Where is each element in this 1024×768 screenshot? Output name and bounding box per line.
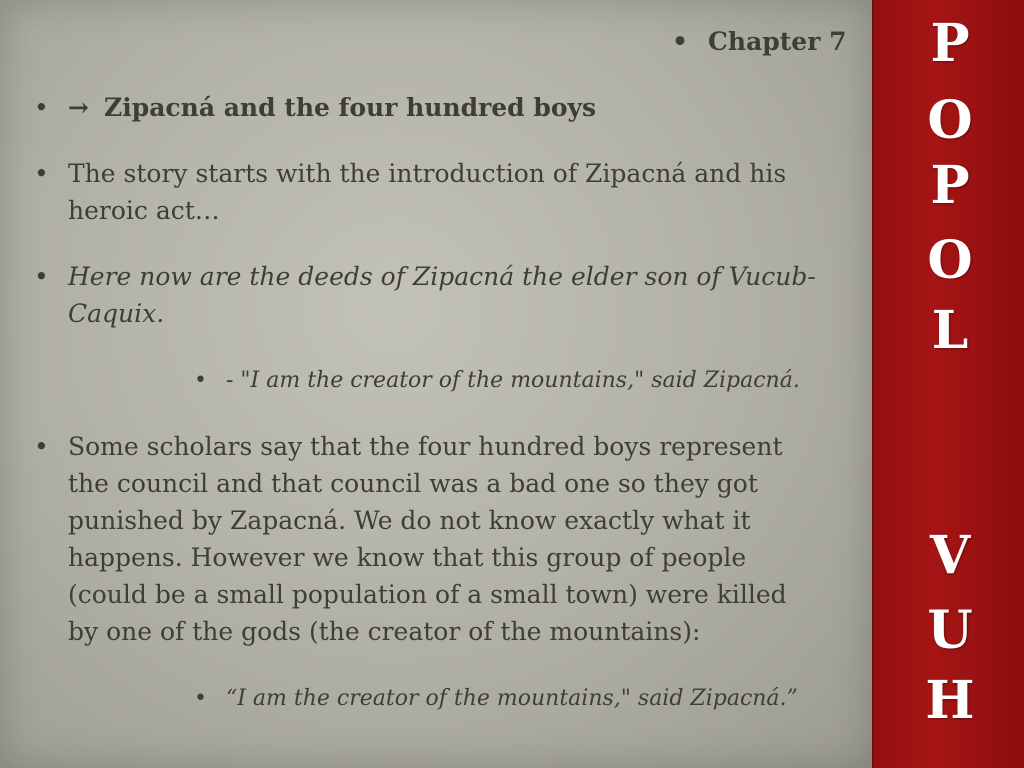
scholars-line: punished by Zapacná. We do not know exactly what it xyxy=(68,506,751,535)
bullet-dot: • xyxy=(672,27,688,56)
deeds-line-2: Caquix. xyxy=(68,299,165,328)
bullet-dot: • xyxy=(34,93,49,122)
scholars-line: the council and that council was a bad one so they got xyxy=(68,469,758,498)
deeds-line-1: Here now are the deeds of Zipacná the elder son of Vucub- xyxy=(68,262,816,291)
scholars-line: happens. However we know that this group of people xyxy=(68,543,747,572)
scholars-line: Some scholars say that the four hundred boys represent xyxy=(68,432,783,461)
sub-quote-1-text: - "I am the creator of the mountains," said Zipacná. xyxy=(226,368,800,393)
scholars-line: (could be a small population of a small town) were killed xyxy=(68,580,787,609)
sub-quote-2-text: “I am the creator of the mountains," said Zipacná.” xyxy=(226,686,798,711)
heading-arrow-icon: → xyxy=(68,93,89,122)
title-letter: O xyxy=(927,230,973,291)
title-letter: O xyxy=(927,90,973,151)
bullet-dot: • xyxy=(34,262,49,291)
intro-line-2: heroic act… xyxy=(68,196,220,225)
chapter-label: Chapter 7 xyxy=(708,27,847,56)
intro-line-1: The story starts with the introduction of Zipacná and his xyxy=(68,159,787,188)
bullet-dot: • xyxy=(34,159,49,188)
heading-text: Zipacná and the four hundred boys xyxy=(104,93,597,122)
title-letter: V xyxy=(929,525,971,586)
scholars-line: by one of the gods (the creator of the mountains): xyxy=(68,617,701,646)
title-letter: L xyxy=(931,300,969,361)
vertical-title xyxy=(876,0,1024,768)
title-letter: H xyxy=(925,670,975,731)
bullet-dot: • xyxy=(34,432,49,461)
title-letter: U xyxy=(927,600,973,661)
bullet-dot: • xyxy=(194,368,207,393)
bullet-dot: • xyxy=(194,686,207,711)
title-letter: P xyxy=(930,13,970,74)
title-letter: P xyxy=(930,155,970,216)
